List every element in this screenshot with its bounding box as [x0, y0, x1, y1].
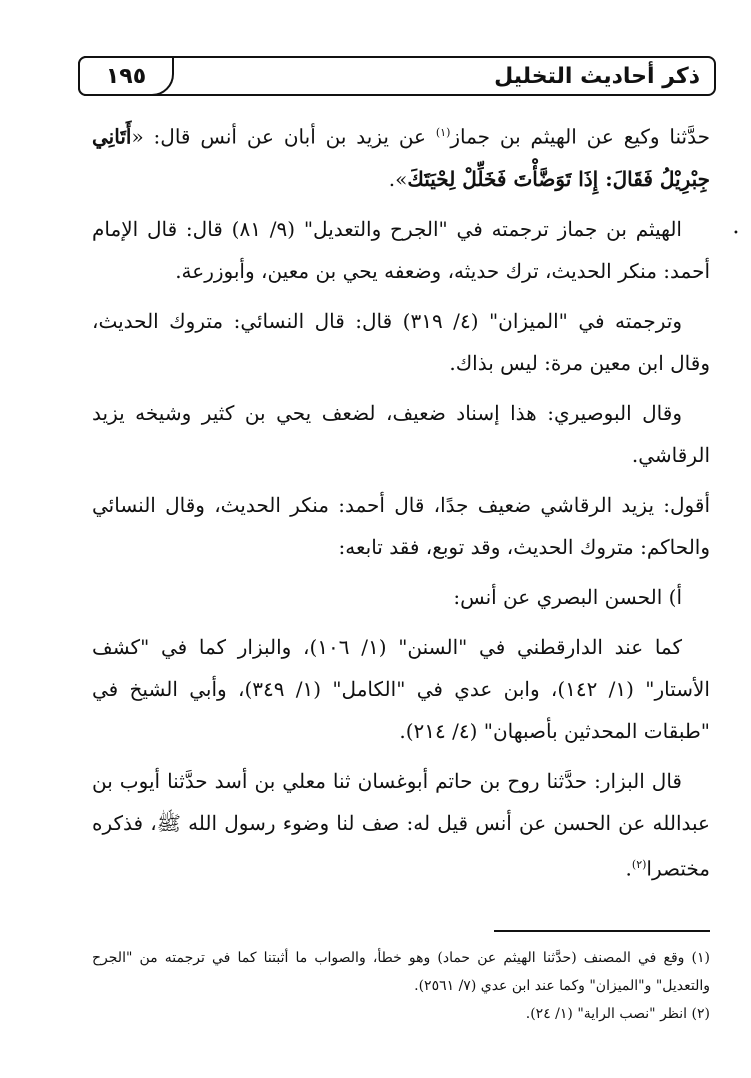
paragraph-2: الهيثم بن جماز ترجمته في "الجرح والتعديل" (٩/ ٨١) قال: قال الإمام أحمد: منكر الحديث، ترك حديثه، وضعفه يحي بن معين، وأبوزرعة.	[92, 216, 710, 283]
paragraph-5: أقول: يزيد الرقاشي ضعيف جدًا، قال أحمد: منكر الحديث، وقال النسائي والحاكم: متروك الحديث، وقد توبع، فقد تابعه:	[92, 492, 710, 559]
p8-text: قال البزار: حدَّثنا روح بن حاتم أبوغسان ثنا معلي بن أسد حدَّثنا أيوب بن عبدالله عن الحسن عن أنس قيل له: صف لنا وضوء رسول الله ﷺ، فذكره مختصرا	[92, 768, 710, 881]
footnote-ref-1: (١)	[435, 126, 451, 139]
footnote-1-marker: (١)	[691, 950, 710, 966]
footnote-2	[92, 1000, 710, 1028]
footnote-1-text: وقع في المصنف (حدَّثنا الهيثم عن حماد) وهو خطأ، والصواب ما أثبتنا كما في ترجمته من "الجرح والتعديل" و"الميزان" وكما عند ابن عدي (٧/ ٢٥٦١).	[92, 950, 710, 994]
footnote-1	[92, 944, 710, 1000]
p8-close: .	[625, 856, 632, 881]
running-header	[78, 56, 716, 96]
footnote-separator	[494, 930, 710, 932]
paragraph-1	[92, 112, 710, 200]
paragraph-7: كما عند الدارقطني في "السنن" (١/ ١٠٦)، والبزار كما في "كشف الأستار" (١/ ١٤٢)، وابن عدي في "الكامل" (١/ ٣٤٩)، وأبي الشيخ في "طبقات المحدثين بأصبهان" (٤/ ٢١٤).	[92, 634, 710, 743]
footnote-ref-2: (٢)	[631, 857, 647, 871]
p1-text: حدَّثنا وكيع عن الهيثم بن جماز	[450, 124, 710, 149]
paragraph-6: أ) الحسن البصري عن أنس:	[453, 584, 682, 609]
p1-close: ».	[388, 166, 408, 191]
paragraph-3: وترجمته في "الميزان" (٤/ ٣١٩) قال: قال النسائي: متروك الحديث، وقال ابن معين مرة: ليس بذاك.	[92, 308, 710, 375]
paragraph-4: وقال البوصيري: هذا إسناد ضعيف، لضعف يحي بن كثير وشيخه يزيد الرقاشي.	[92, 400, 710, 467]
main-text	[92, 112, 710, 897]
footnotes	[92, 944, 710, 1028]
p1-text-2: عن يزيد بن أبان عن أنس قال: «	[131, 124, 436, 149]
margin-dot: •	[733, 228, 739, 239]
chapter-title: ذكر أحاديث التخليل	[494, 64, 700, 89]
paragraph-8	[92, 760, 710, 890]
footnote-2-text: انظر "نصب الراية" (١/ ٢٤).	[525, 1006, 688, 1022]
footnote-2-marker: (٢)	[691, 1006, 710, 1022]
hadith-text: أَتَانِي جِبْرِيْلُ فَقَالَ: إِذَا تَوَضَّأْتَ فَخَلِّلْ لِحْيَتَكَ	[92, 124, 710, 191]
page-number: ١٩٥	[78, 56, 174, 96]
